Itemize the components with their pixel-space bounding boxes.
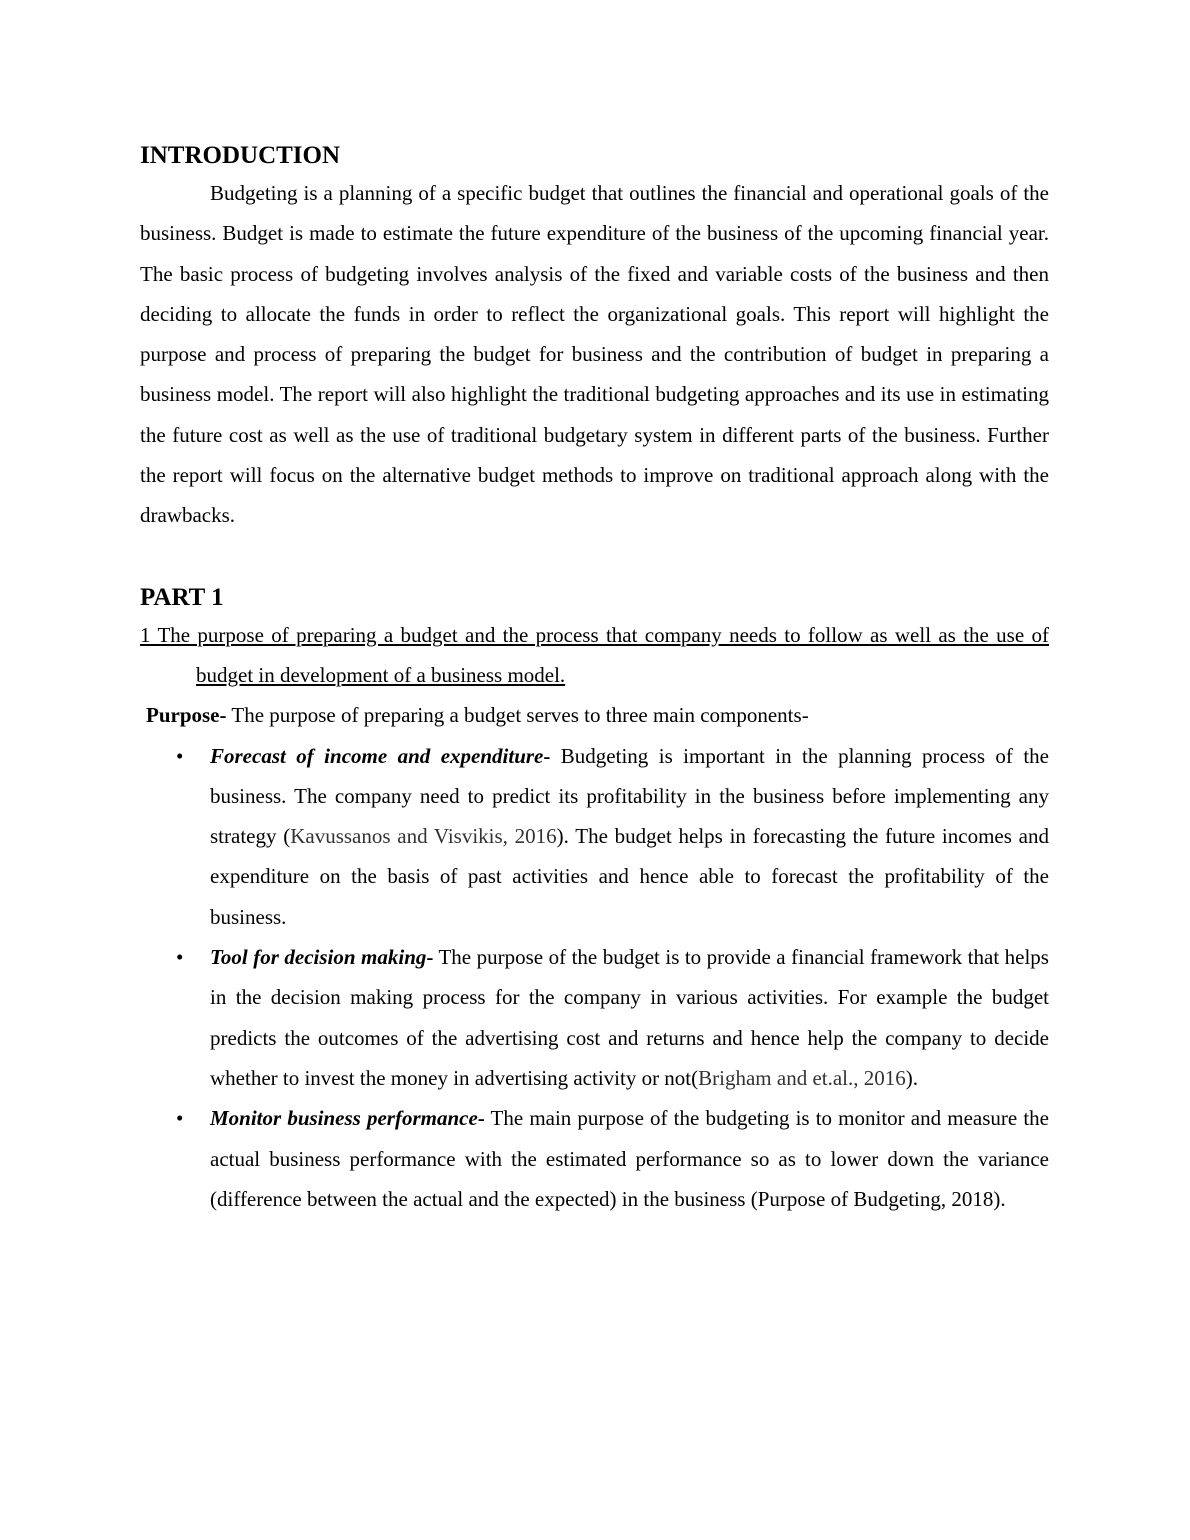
bullet-title: Tool for decision making [210, 945, 427, 970]
bullet-icon: • [176, 945, 184, 970]
purpose-bullet-list [140, 736, 1049, 1220]
list-item [140, 937, 1049, 1098]
bullet-text: The purpose of the budget is to provide a financial framework that helps in the decision making process for the company in various activities. For example the budget predicts the outcomes of the advertising cost and returns and hence help the company to decide whether to invest the money in advertising activity or not( [210, 945, 1049, 1090]
page-content [140, 139, 1049, 1219]
bullet-dash: - [426, 945, 434, 970]
list-item [140, 1098, 1049, 1219]
purpose-line [146, 695, 1049, 735]
bullet-text: Budgeting is important in the planning process of the business. The company need to predict its profitability in the business before implementing any strategy ( [210, 743, 1049, 849]
bullet-icon: • [176, 743, 184, 768]
bullet-dash: - [477, 1106, 485, 1131]
purpose-label: Purpose- [146, 703, 227, 728]
citation: Brigham and et.al., 2016 [698, 1065, 906, 1090]
introduction-heading: INTRODUCTION [140, 142, 341, 169]
bullet-text-end: ). [905, 1065, 919, 1090]
bullet-text: The main purpose of the budgeting is to monitor and measure the actual business performance with the estimated performance so as to lower down the variance (difference between the actual and the expected) in the business (Purpose of Budgeting, 2018). [210, 1106, 1049, 1211]
introduction-paragraph: Budgeting is a planning of a specific budget that outlines the financial and operational goals of the business. Budget is made to estimate the future expenditure of the business of the upcoming financial year. The basic process of budgeting involves analysis of the fixed and variable costs of the business and then deciding to allocate the funds in order to reflect the organizational goals. This report will highlight the purpose and process of preparing the budget for business and the contribution of budget in preparing a business model. The report will also highlight the traditional budgeting approaches and its use in estimating the future cost as well as the use of traditional budgetary system in different parts of the business. Further the report will focus on the alternative budget methods to improve on traditional approach along with the drawbacks. [140, 181, 1049, 528]
purpose-text: The purpose of preparing a budget serves to three main components- [226, 703, 809, 728]
bullet-icon: • [176, 1106, 184, 1131]
list-item [140, 736, 1049, 937]
bullet-title: Forecast of income and expenditure [210, 743, 544, 768]
part1-heading: PART 1 [140, 583, 224, 611]
bullet-title: Monitor business performance [210, 1106, 478, 1131]
part1-subheading: 1 The purpose of preparing a budget and the process that company needs to follow as well as the use of budget in development of a business model. [140, 622, 1049, 687]
citation: Kavussanos and Visvikis, 2016 [290, 824, 557, 849]
bullet-dash: - [543, 743, 551, 768]
bullet-text-end: ). The budget helps in forecasting the future incomes and expenditure on the basis of past activities and hence able to forecast the profitability of the business. [210, 824, 1049, 929]
